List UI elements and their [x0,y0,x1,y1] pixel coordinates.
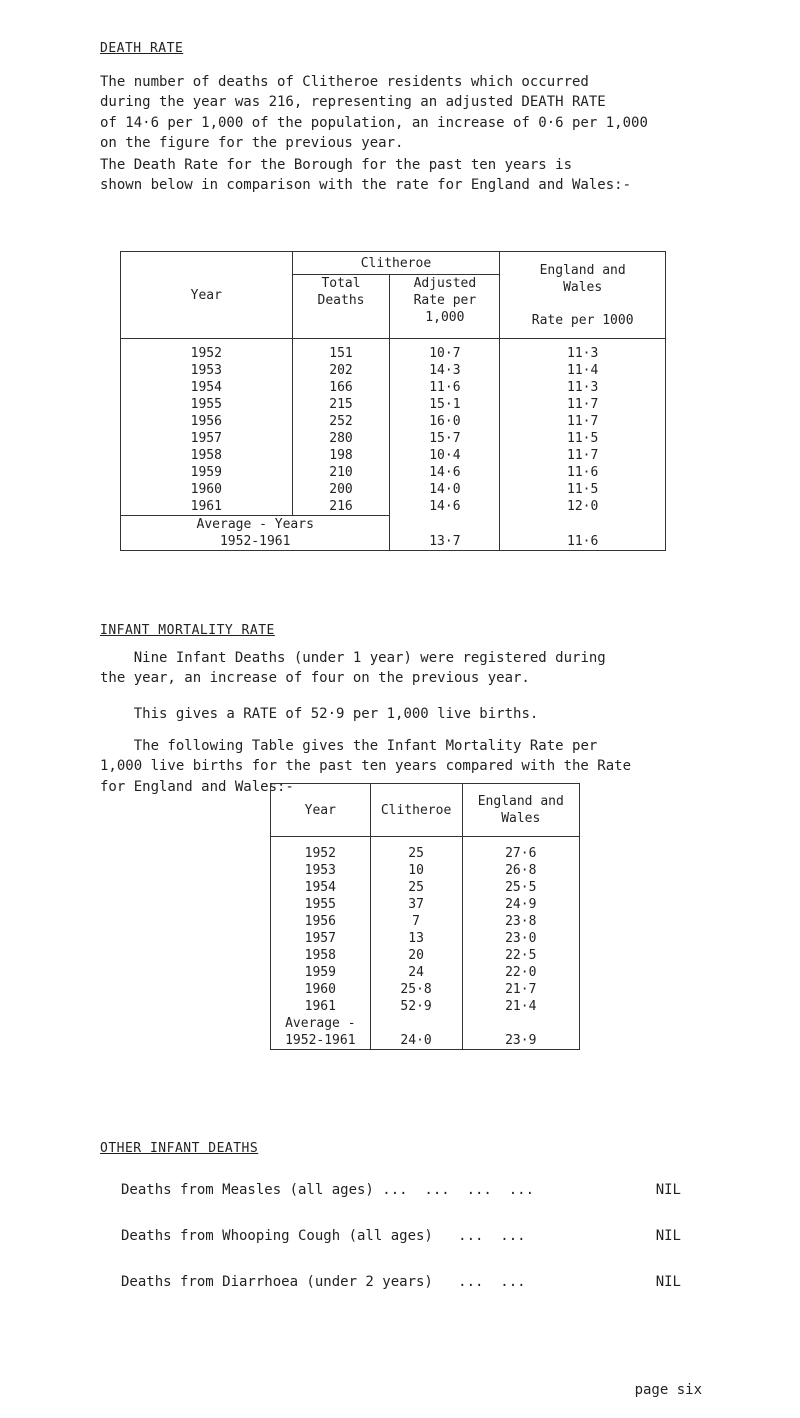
year-cell: 1957 [121,430,293,447]
eng-cell: 27·6 [462,837,579,863]
total-cell: 252 [292,413,390,430]
total-cell: 151 [292,339,390,363]
eng-cell: 23·8 [462,913,579,930]
page-number: page six [634,1382,702,1398]
col-year-header: Year [271,784,371,837]
adj-cell: 10·4 [390,447,500,464]
adj-cell: 15·1 [390,396,500,413]
year-cell: 1961 [121,498,293,516]
measles-value: NIL [655,1182,681,1198]
year-cell: 1952 [271,837,371,863]
adj-cell: 14·6 [390,464,500,481]
clitheroe-cell: 25·8 [370,981,462,998]
infant-mortality-heading: INFANT MORTALITY RATE [100,623,275,638]
clitheroe-cell: 13 [370,930,462,947]
total-cell: 198 [292,447,390,464]
eng-cell: 11·7 [500,447,666,464]
death-rate-intro: The Death Rate for the Borough for the past ten years is shown below in comparison with the rate for England and Wales:- [100,157,632,194]
eng-cell: 22·0 [462,964,579,981]
infant-paragraph-3: The following Table gives the Infant Mortality Rate per 1,000 live births for the past ten years compared with the Rate for England and Wales:- [100,738,632,795]
adj-cell: 10·7 [390,339,500,363]
col-adjusted-rate-header: Adjusted Rate per 1,000 [390,275,500,339]
year-cell: 1956 [121,413,293,430]
clitheroe-cell: 7 [370,913,462,930]
col-year-header: Year [121,252,293,339]
year-cell: 1960 [121,481,293,498]
total-cell: 202 [292,362,390,379]
death-rate-table [120,251,666,551]
year-cell: 1954 [271,879,371,896]
infant-mortality-table [270,783,580,1050]
eng-cell: 11·3 [500,339,666,363]
whooping-cough-value: NIL [655,1228,681,1244]
col-total-deaths-header: Total Deaths [292,275,390,339]
total-cell: 166 [292,379,390,396]
eng-cell: 25·5 [462,879,579,896]
eng-cell: 23·0 [462,930,579,947]
clitheroe-cell: 25 [370,837,462,863]
col-england-header: England and Wales [462,784,579,837]
whooping-cough-label: Deaths from Whooping Cough (all ages) ... ... [121,1228,526,1244]
clitheroe-cell: 20 [370,947,462,964]
col-clitheroe-header: Clitheroe [370,784,462,837]
eng-cell: 11·5 [500,481,666,498]
eng-cell: 24·9 [462,896,579,913]
clitheroe-cell: 52·9 [370,998,462,1015]
diarrhoea-row [121,1272,681,1292]
eng-cell: 11·4 [500,362,666,379]
eng-cell: 21·4 [462,998,579,1015]
adj-cell: 14·3 [390,362,500,379]
diarrhoea-value: NIL [655,1274,681,1290]
clitheroe-cell: 37 [370,896,462,913]
adj-cell: 14·0 [390,481,500,498]
year-cell: 1955 [121,396,293,413]
eng-cell: 11·7 [500,413,666,430]
eng-cell: 12·0 [500,498,666,516]
year-cell: 1958 [121,447,293,464]
measles-label: Deaths from Measles (all ages) ... ... ... ... [121,1182,535,1198]
col-england-header: England and Wales Rate per 1000 [500,252,666,339]
clitheroe-cell: 24 [370,964,462,981]
year-cell: 1960 [271,981,371,998]
whooping-cough-row [121,1226,681,1246]
death-rate-paragraph: The number of deaths of Clitheroe residents which occurred during the year was 216, representing an adjusted DEATH RATE of 14·6 per 1,000 of the population, an increase of 0·6 per 1,000 on the figure for the previous year. [100,74,648,151]
eng-cell: 22·5 [462,947,579,964]
year-cell: 1957 [271,930,371,947]
year-cell: 1955 [271,896,371,913]
total-cell: 210 [292,464,390,481]
eng-cell: 11·7 [500,396,666,413]
average-label-cell: Average - 1952-1961 [271,1015,371,1050]
year-cell: 1961 [271,998,371,1015]
total-cell: 200 [292,481,390,498]
other-infant-deaths-heading: OTHER INFANT DEATHS [100,1141,259,1156]
eng-cell: 11·6 [500,464,666,481]
year-cell: 1958 [271,947,371,964]
year-cell: 1959 [121,464,293,481]
year-cell: 1952 [121,339,293,363]
adj-cell: 14·6 [390,498,500,516]
clitheroe-cell: 10 [370,862,462,879]
infant-paragraph-1: Nine Infant Deaths (under 1 year) were registered during the year, an increase of four on the previous year. [100,650,606,687]
eng-cell: 11·5 [500,430,666,447]
adj-cell: 16·0 [390,413,500,430]
eng-cell: 11·3 [500,379,666,396]
eng-cell: 26·8 [462,862,579,879]
year-cell: 1953 [271,862,371,879]
average-eng-cell: 23·9 [462,1015,579,1050]
year-cell: 1959 [271,964,371,981]
measles-row [121,1180,681,1200]
col-clitheroe-header: Clitheroe [292,252,500,275]
year-cell: 1954 [121,379,293,396]
total-cell: 216 [292,498,390,516]
death-rate-heading: DEATH RATE [100,41,184,56]
year-cell: 1956 [271,913,371,930]
average-eng-cell: 11·6 [500,516,666,551]
average-clitheroe-cell: 24·0 [370,1015,462,1050]
total-cell: 215 [292,396,390,413]
year-cell: 1953 [121,362,293,379]
diarrhoea-label: Deaths from Diarrhoea (under 2 years) ... ... [121,1274,526,1290]
total-cell: 280 [292,430,390,447]
infant-paragraph-2: This gives a RATE of 52·9 per 1,000 live births. [100,706,539,722]
average-adj-cell: 13·7 [390,516,500,551]
eng-cell: 21·7 [462,981,579,998]
clitheroe-cell: 25 [370,879,462,896]
adj-cell: 15·7 [390,430,500,447]
adj-cell: 11·6 [390,379,500,396]
average-label-cell: Average - Years 1952-1961 [121,516,390,551]
